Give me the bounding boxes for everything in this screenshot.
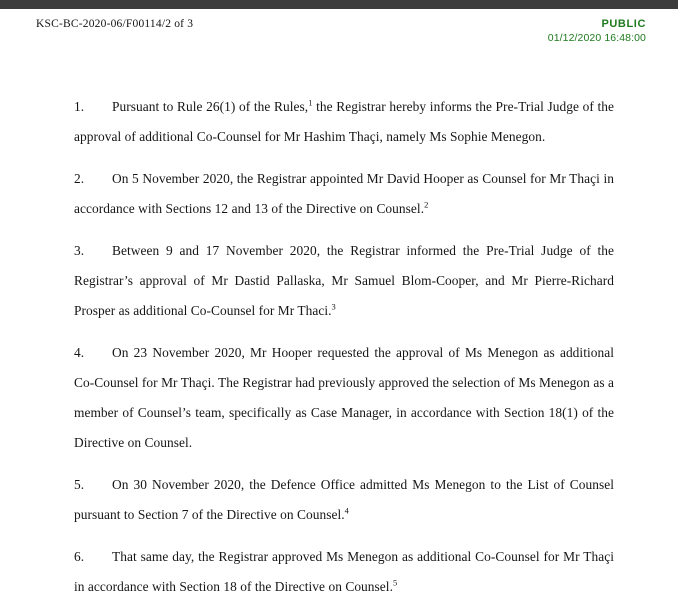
paragraph-text: That same day, the Registrar approved Ms Menegon as additional Co-Counsel for Mr Thaçi in accordance with Section 18 of the Directive on Counsel. [74, 549, 614, 594]
filing-timestamp: 01/12/2020 16:48:00 [547, 32, 646, 44]
paragraph-text: Pursuant to Rule 26(1) of the Rules, [112, 99, 309, 114]
document-body [74, 92, 614, 602]
footnote-marker: 4 [344, 505, 349, 516]
footnote-marker: 2 [424, 199, 429, 210]
paragraph-number: 6. [74, 549, 85, 564]
paragraph-number: 4. [74, 345, 85, 360]
header-right-block [548, 18, 646, 45]
paragraph [74, 236, 614, 326]
paragraph-number: 5. [74, 477, 85, 492]
paragraph-text: the Registrar hereby informs the Pre-Trial Judge of the approval of additional Co-Counsel for Mr Hashim Thaçi, namely Ms Sophie Menegon. [74, 99, 615, 144]
paragraph [74, 470, 614, 530]
paragraph [74, 92, 614, 152]
page-top-edge [0, 0, 678, 9]
document-reference: KSC-BC-2020-06/F00114/2 of 3 [36, 18, 194, 30]
paragraph-number: 1. [74, 99, 85, 114]
paragraph [74, 338, 614, 458]
paragraph-text: Between 9 and 17 November 2020, the Registrar informed the Pre-Trial Judge of the Registrar’s approval of Mr Dastid Pallaska, Mr Samuel Blom-Cooper, and Mr Pierre-Richard Prosper as additional Co-Counsel for Mr Thaci. [74, 243, 614, 318]
paragraph [74, 164, 614, 224]
paragraph [74, 542, 614, 602]
document-header [0, 18, 678, 52]
paragraph-number: 2. [74, 171, 85, 186]
classification-label: PUBLIC [601, 18, 646, 30]
footnote-marker: 3 [331, 301, 336, 312]
paragraph-text: On 5 November 2020, the Registrar appointed Mr David Hooper as Counsel for Mr Thaçi in accordance with Sections 12 and 13 of the Directive on Counsel. [74, 171, 614, 216]
footnote-marker: 1 [308, 97, 313, 108]
paragraph-text: On 30 November 2020, the Defence Office admitted Ms Menegon to the List of Counsel pursuant to Section 7 of the Directive on Counsel. [74, 477, 614, 522]
footnote-marker: 5 [392, 577, 398, 588]
paragraph-number: 3. [74, 243, 85, 258]
paragraph-text: On 23 November 2020, Mr Hooper requested the approval of Ms Menegon as additional Co-Counsel for Mr Thaçi. The Registrar had previously approved the selection of Ms Menegon as a member of Counsel’s team, specifically as Case Manager, in accordance with Section 18(1) of the Directive on Counsel. [74, 345, 614, 450]
